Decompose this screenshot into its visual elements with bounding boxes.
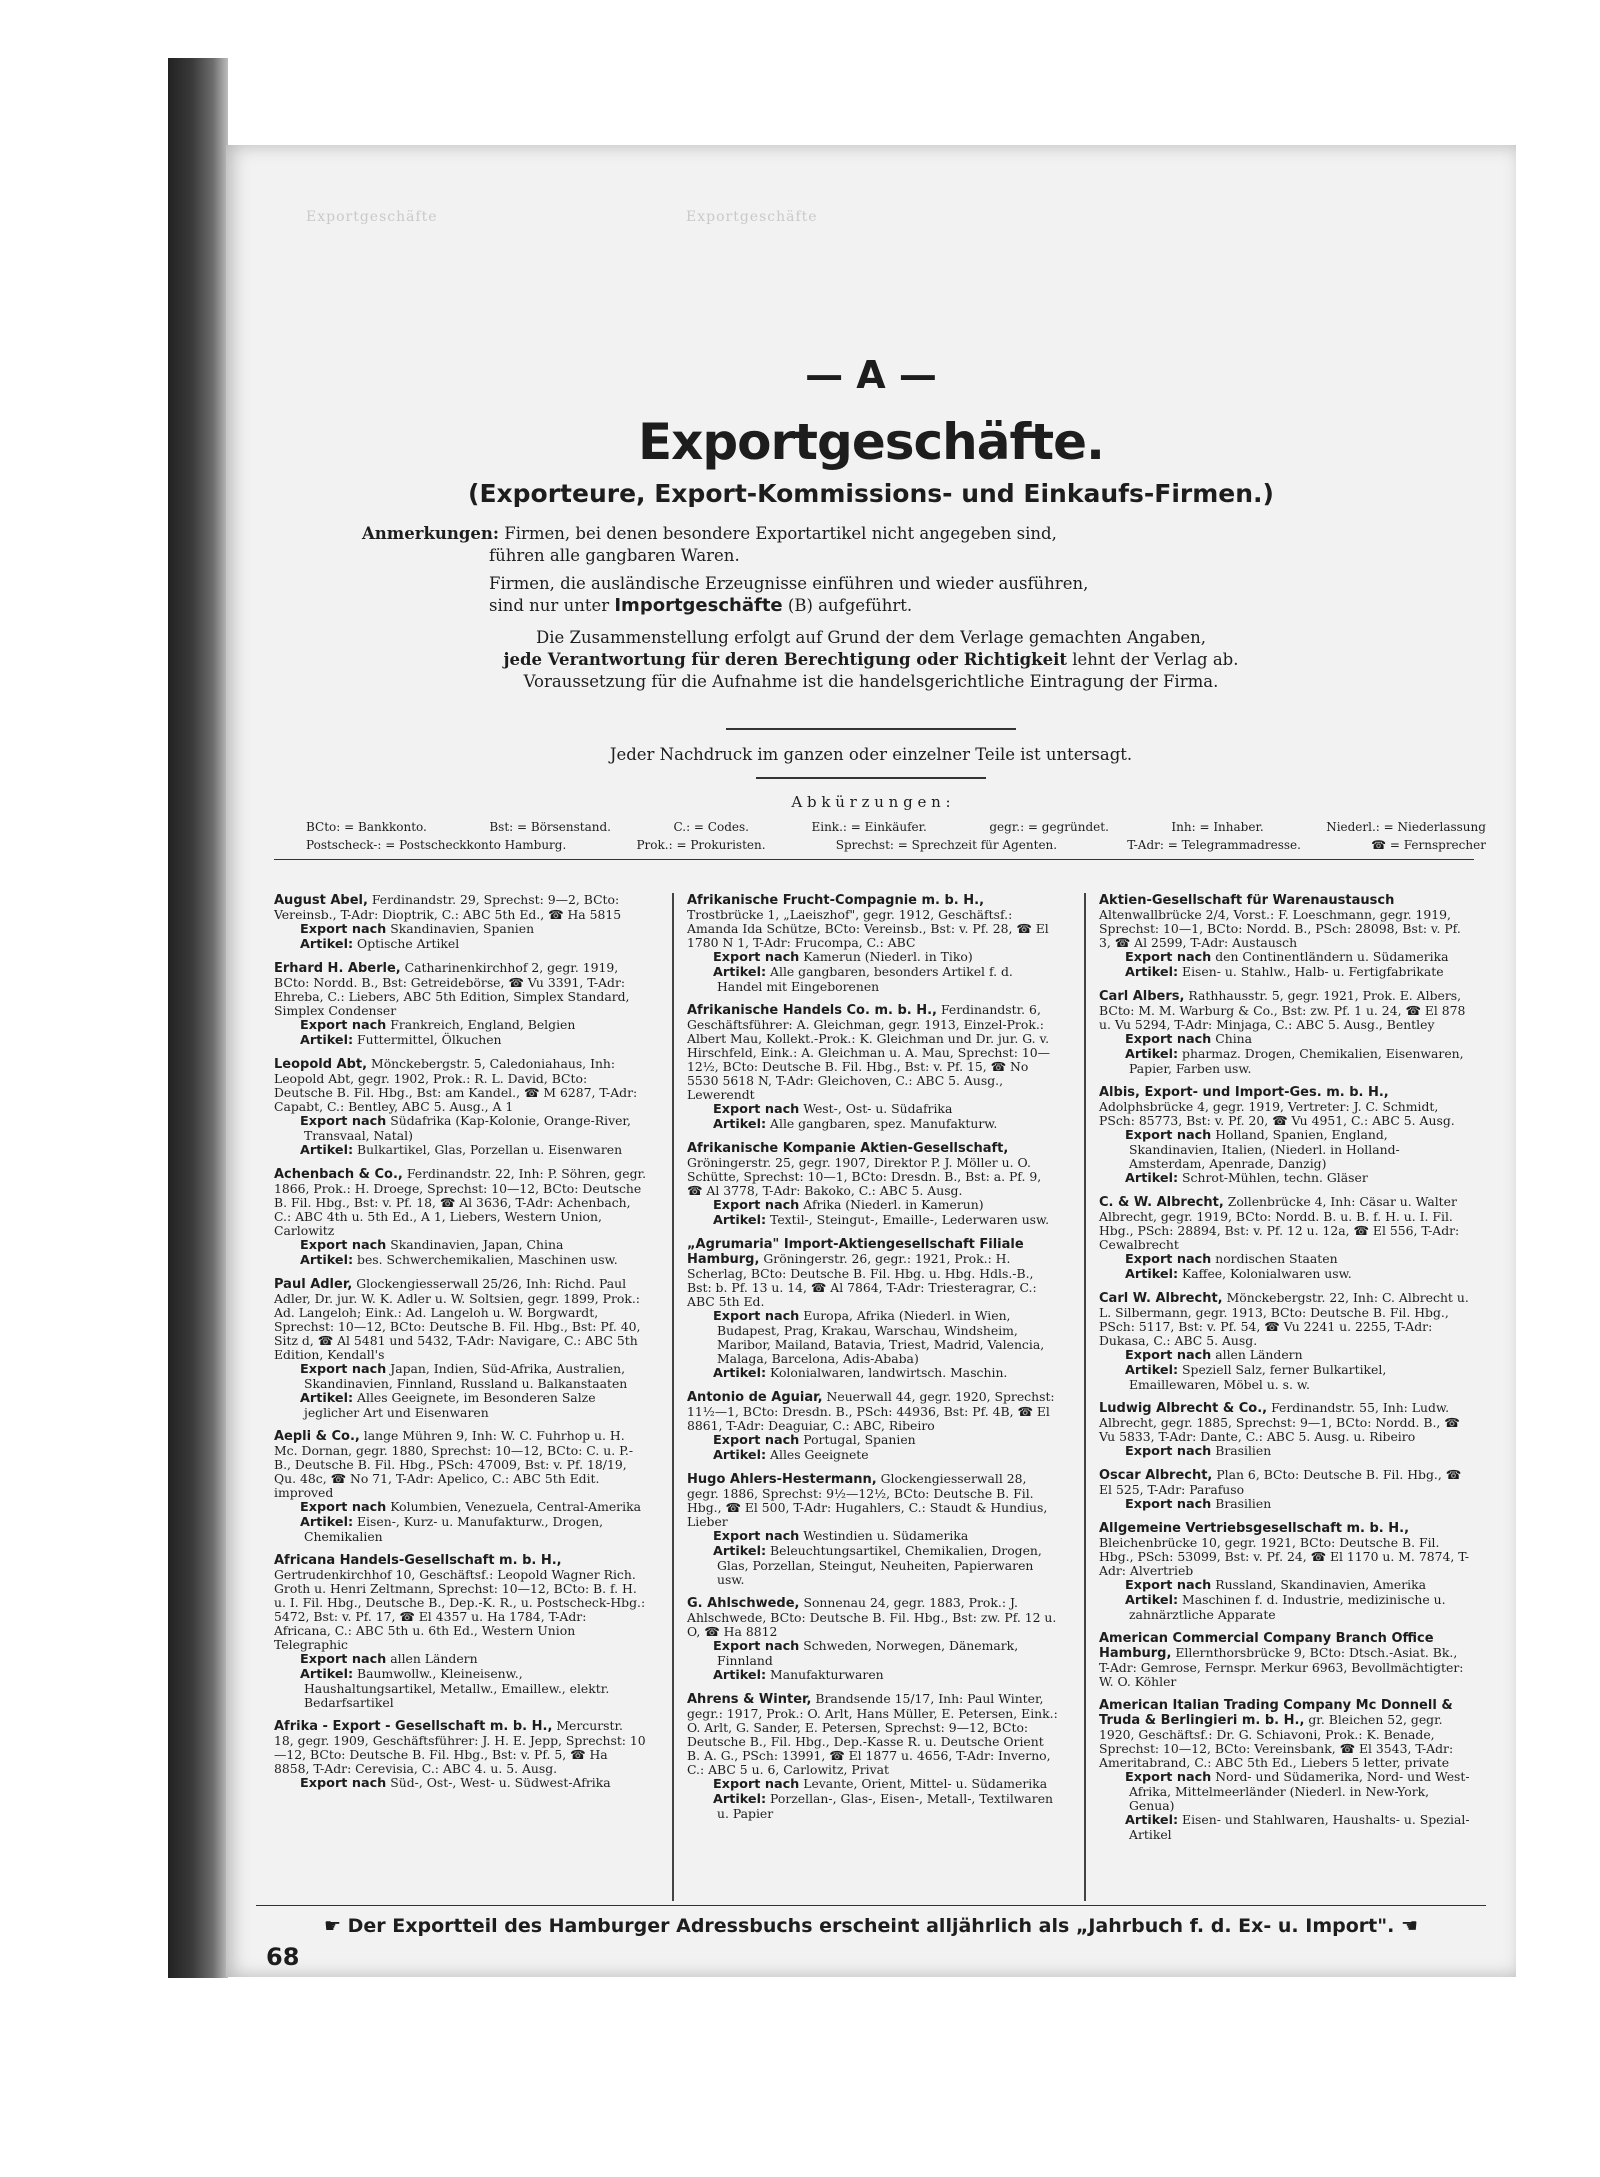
firm-name: Achenbach & Co., bbox=[274, 1167, 403, 1182]
entry-header bbox=[274, 1277, 646, 1362]
directory-entry bbox=[687, 1003, 1059, 1132]
entry-line-text: Afrika (Niederl. in Kamerun) bbox=[803, 1197, 984, 1212]
directory-entry bbox=[687, 1390, 1059, 1463]
entry-header bbox=[274, 1553, 646, 1652]
entry-line bbox=[274, 1253, 646, 1268]
firm-details: Zollenbrücke 4, Inh: Cäsar u. Walter Albrecht, gegr. 1919, BCto: Nordd. B. u. B. f. H. u. I. Fil. Hbg., PSch: 28894, Bst: v. Pf. 12 u. 12a, ☎ El 556, T-Adr: Cewalbrecht bbox=[1099, 1194, 1460, 1252]
entry-line-text: Skandinavien, Spanien bbox=[390, 921, 535, 936]
entry-line bbox=[687, 1198, 1059, 1213]
firm-name: Hugo Ahlers-Hestermann, bbox=[687, 1472, 877, 1487]
entry-line-text: Portugal, Spanien bbox=[803, 1432, 916, 1447]
entry-line-label: Artikel: bbox=[1125, 1047, 1179, 1062]
firm-name: „Agrumaria" Import-Aktiengesellschaft Filiale Hamburg, bbox=[687, 1237, 1024, 1267]
firm-name: G. Ahlschwede, bbox=[687, 1596, 800, 1611]
entry-line bbox=[687, 1433, 1059, 1448]
running-head-left: Exportgeschäfte bbox=[306, 209, 438, 225]
abbr-row-2: Postscheck-: = Postscheckkonto Hamburg. Prok.: = Prokuristen. Sprechst: = Sprechzeit für Agenten. T-Adr: = Telegrammadresse. ☎ = Fernsprecher bbox=[306, 838, 1486, 852]
section-letter: — A — bbox=[805, 353, 937, 397]
entry-header bbox=[1099, 1195, 1471, 1252]
entry-line-text: Maschinen f. d. Industrie, medizinische u. zahnärztliche Apparate bbox=[1129, 1592, 1446, 1622]
entry-line bbox=[687, 1309, 1059, 1366]
directory-entry bbox=[687, 1141, 1059, 1228]
firm-details: Ferdinandstr. 22, Inh: P. Söhren, gegr. 1866, Prok.: H. Droege, Sprechst: 10—12, BCto: Deutsche B. Fil. Hbg., Bst: v. Pf. 18, ☎ Al 3636, T-Adr: Achenbach, C.: ABC 4th u. 5th Ed., A 1, Liebers, Western Union, Carlowitz bbox=[274, 1166, 647, 1238]
entry-line bbox=[687, 1639, 1059, 1668]
directory-entry bbox=[1099, 1291, 1471, 1392]
notes-label: Anmerkungen: bbox=[362, 524, 499, 543]
divider-top bbox=[726, 728, 1016, 730]
entry-line-text: Skandinavien, Japan, China bbox=[390, 1237, 564, 1252]
entry-line-label: Artikel: bbox=[713, 1213, 767, 1228]
entry-line-label: Artikel: bbox=[713, 965, 767, 980]
entry-line-label: Export nach bbox=[300, 1652, 387, 1667]
entry-line-label: Export nach bbox=[713, 1198, 800, 1213]
entry-line bbox=[1099, 1578, 1471, 1593]
directory-entry bbox=[274, 1719, 646, 1791]
firm-details: Altenwallbrücke 2/4, Vorst.: F. Loeschmann, gegr. 1919, Sprechst: 10—1, BCto: Nordd. B., PSch: 28098, Bst: v. Pf. 3, ☎ Al 2599, T-Adr: Austausch bbox=[1099, 907, 1461, 950]
entry-line-label: Artikel: bbox=[300, 1033, 354, 1048]
disclaimer-line3: Voraussetzung für die Aufnahme ist die handelsgerichtliche Eintragung der Firma. bbox=[523, 672, 1219, 691]
entry-line-label: Export nach bbox=[300, 1500, 387, 1515]
entry-line bbox=[687, 1102, 1059, 1117]
entry-header bbox=[274, 1167, 646, 1238]
entry-line-label: Export nach bbox=[300, 1018, 387, 1033]
firm-name: C. & W. Albrecht, bbox=[1099, 1195, 1224, 1210]
entry-line-text: Eisen- u. Stahlw., Halb- u. Fertigfabrikate bbox=[1182, 964, 1444, 979]
entry-line-label: Artikel: bbox=[300, 1391, 354, 1406]
entry-line-label: Artikel: bbox=[1125, 1171, 1179, 1186]
nachdruck-notice: Jeder Nachdruck im ganzen oder einzelner Teile ist untersagt. bbox=[609, 745, 1133, 764]
entry-line-text: allen Ländern bbox=[390, 1651, 478, 1666]
entry-header bbox=[1099, 1401, 1471, 1444]
entry-line-label: Artikel: bbox=[300, 1143, 354, 1158]
firm-name: Afrika - Export - Gesellschaft m. b. H., bbox=[274, 1719, 553, 1734]
page bbox=[226, 145, 1516, 1977]
pointing-hand-icon: ☛ bbox=[323, 1915, 341, 1937]
abbr-title: A b k ü r z u n g e n : bbox=[791, 793, 951, 811]
entry-line-label: Export nach bbox=[713, 1309, 800, 1324]
entry-line bbox=[1099, 1171, 1471, 1186]
entry-line bbox=[1099, 1770, 1471, 1813]
entry-line bbox=[274, 1391, 646, 1420]
directory-entry bbox=[1099, 1631, 1471, 1689]
firm-name: Afrikanische Handels Co. m. b. H., bbox=[687, 1003, 937, 1018]
entry-header bbox=[274, 1429, 646, 1500]
entry-line-text: Alle gangbaren, spez. Manufakturw. bbox=[770, 1116, 998, 1131]
firm-name: Aktien-Gesellschaft für Warenaustausch bbox=[1099, 893, 1395, 908]
entry-line-label: Artikel: bbox=[713, 1366, 767, 1381]
entry-line bbox=[1099, 1813, 1471, 1842]
notes-line-1 bbox=[362, 523, 1057, 544]
firm-details: Sonnenau 24, gegr. 1883, Prok.: J. Ahlschwede, BCto: Deutsche B. Fil. Hbg., Bst: zw. Pf. 12 u. O, ☎ Ha 8812 bbox=[687, 1595, 1057, 1639]
firm-details: Brandsende 15/17, Inh: Paul Winter, gegr.: 1917, Prok.: O. Arlt, Hans Müller, E. Petersen, Eink.: O. Arlt, G. Sander, E. Petersen, Sprechst: 9—12, BCto: Deutsche B., Fil. Hbg., Dep.-Kasse R. u. Deutsche Orient B. A. G., PSch: 13991, ☎ El 1877 u. 4656, T-Adr: Inverno, C.: ABC 5 u. 6, Carlowitz, Privat bbox=[687, 1691, 1058, 1777]
entry-header bbox=[1099, 893, 1471, 950]
entry-line bbox=[274, 1667, 646, 1710]
entry-line-label: Export nach bbox=[1125, 1252, 1212, 1267]
entry-line-label: Export nach bbox=[1125, 950, 1212, 965]
divider-bottom bbox=[756, 777, 986, 779]
entry-line-label: Export nach bbox=[713, 1433, 800, 1448]
directory-entry bbox=[687, 1596, 1059, 1683]
entry-line-text: Levante, Orient, Mittel- u. Südamerika bbox=[803, 1776, 1048, 1791]
entry-line-label: Artikel: bbox=[713, 1544, 767, 1559]
entry-line-text: Holland, Spanien, England, Skandinavien, Italien, (Niederl. in Holland-Amsterdam, Apenrade, Danzig) bbox=[1129, 1127, 1400, 1171]
entry-line bbox=[274, 922, 646, 937]
entry-line bbox=[274, 1515, 646, 1544]
entry-line-text: Alles Geeignete, im Besonderen Salze jeglicher Art und Eisenwaren bbox=[304, 1390, 596, 1420]
entry-line bbox=[687, 950, 1059, 965]
entry-line-text: Kamerun (Niederl. in Tiko) bbox=[803, 949, 973, 964]
entry-header bbox=[1099, 1085, 1471, 1128]
entry-line-text: Bulkartikel, Glas, Porzellan u. Eisenwaren bbox=[357, 1142, 623, 1157]
entry-line bbox=[687, 965, 1059, 994]
entry-line-text: Eisen- und Stahlwaren, Haushalts- u. Spezial-Artikel bbox=[1129, 1812, 1470, 1842]
entry-line bbox=[274, 1238, 646, 1253]
entry-line-label: Artikel: bbox=[1125, 965, 1179, 980]
entry-line-label: Export nach bbox=[1125, 1497, 1212, 1512]
entry-line-label: Artikel: bbox=[713, 1792, 767, 1807]
entry-header bbox=[687, 1472, 1059, 1529]
column-divider-1 bbox=[672, 893, 674, 1901]
firm-name: Carl Albers, bbox=[1099, 989, 1185, 1004]
entry-line-text: Westindien u. Südamerika bbox=[803, 1528, 969, 1543]
entry-header bbox=[1099, 1468, 1471, 1497]
page-number: 68 bbox=[266, 1943, 300, 1971]
directory-entry bbox=[274, 1167, 646, 1268]
entry-line bbox=[274, 1033, 646, 1048]
firm-details: Gröningerstr. 25, gegr. 1907, Direktor P. J. Möller u. O. Schütte, Sprechst: 10—1, BCto: Dresdn. B., Bst: a. Pf. 9, ☎ Al 3778, T-Adr: Bakoko, C.: ABC 5. Ausg. bbox=[687, 1155, 1042, 1198]
entry-header bbox=[687, 1003, 1059, 1102]
entry-line-text: den Continentländern u. Südamerika bbox=[1215, 949, 1449, 964]
entry-line bbox=[687, 1117, 1059, 1132]
entry-line-label: Export nach bbox=[1125, 1128, 1212, 1143]
directory-entry bbox=[687, 1472, 1059, 1587]
entry-line bbox=[1099, 1252, 1471, 1267]
entry-header bbox=[1099, 1698, 1471, 1770]
entry-line-label: Export nach bbox=[713, 1639, 800, 1654]
firm-name: Oscar Albrecht, bbox=[1099, 1468, 1213, 1483]
entry-line bbox=[1099, 1128, 1471, 1171]
directory-entry bbox=[274, 1277, 646, 1420]
entry-line bbox=[1099, 1348, 1471, 1363]
firm-name: American Italian Trading Company Mc Donnell & Truda & Berlingieri m. b. H., bbox=[1099, 1698, 1453, 1728]
directory-entry bbox=[687, 1692, 1059, 1821]
entry-line-label: Artikel: bbox=[300, 1253, 354, 1268]
firm-name: Allgemeine Vertriebsgesellschaft m. b. H., bbox=[1099, 1521, 1410, 1536]
entry-line bbox=[687, 1213, 1059, 1228]
entry-line-text: Schweden, Norwegen, Dänemark, Finnland bbox=[717, 1638, 1019, 1668]
firm-details: Rathhausstr. 5, gegr. 1921, Prok. E. Albers, BCto: M. M. Warburg & Co., Bst: zw. Pf. 1 u. 24, ☎ El 878 u. Vu 5294, T-Adr: Minjaga, C.: ABC 5. Ausg., Bentley bbox=[1099, 988, 1466, 1032]
directory-entry bbox=[274, 1553, 646, 1710]
firm-name: Antonio de Aguiar, bbox=[687, 1390, 823, 1405]
firm-name: Afrikanische Kompanie Aktien-Gesellschaft, bbox=[687, 1141, 1009, 1156]
entry-line-label: Export nach bbox=[1125, 1770, 1212, 1785]
firm-name: Afrikanische Frucht-Compagnie m. b. H., bbox=[687, 893, 985, 908]
entry-line-label: Export nach bbox=[300, 1238, 387, 1253]
entry-line-text: Brasilien bbox=[1215, 1496, 1272, 1511]
entry-header bbox=[1099, 1291, 1471, 1348]
entry-line-text: Kolumbien, Venezuela, Central-Amerika bbox=[390, 1499, 641, 1514]
entry-line-label: Export nach bbox=[713, 1102, 800, 1117]
entry-line-text: Alle gangbaren, besonders Artikel f. d. Handel mit Eingeborenen bbox=[717, 964, 1013, 994]
entry-line bbox=[1099, 950, 1471, 965]
entry-header bbox=[274, 1719, 646, 1776]
firm-name: American Commercial Company Branch Office Hamburg, bbox=[1099, 1631, 1434, 1661]
firm-details: Ellernthorsbrücke 9, BCto: Dtsch.-Asiat. Bk., T-Adr: Gemrose, Fernspr. Merkur 6963, Bevollmächtigter: W. O. Köhler bbox=[1099, 1645, 1464, 1689]
entry-header bbox=[1099, 989, 1471, 1032]
firm-name: Africana Handels-Gesellschaft m. b. H., bbox=[274, 1553, 562, 1568]
directory-entry bbox=[1099, 1521, 1471, 1622]
entry-header bbox=[274, 961, 646, 1018]
firm-details: Trostbrücke 1, „Laeiszhof", gegr. 1912, Geschäftsf.: Amanda Ida Schütze, BCto: Vereinsb., Bst: v. Pf. 28, ☎ El 1780 N 1, T-Adr: Frucompa, C.: ABC bbox=[687, 907, 1049, 950]
directory-column-1 bbox=[274, 893, 646, 1800]
firm-name: Ahrens & Winter, bbox=[687, 1692, 812, 1707]
entry-header bbox=[687, 1141, 1059, 1198]
firm-name: Ludwig Albrecht & Co., bbox=[1099, 1401, 1268, 1416]
directory-entry bbox=[1099, 1085, 1471, 1186]
abbr-divider bbox=[274, 859, 1474, 860]
entry-line-text: Europa, Afrika (Niederl. in Wien, Budapest, Prag, Krakau, Warschau, Windsheim, Maribor, Mailand, Batavia, Triest, Madrid, Valencia, Malaga, Barcelona, Adis-Ababa) bbox=[717, 1308, 1045, 1366]
entry-line bbox=[274, 937, 646, 952]
firm-name: Carl W. Albrecht, bbox=[1099, 1291, 1223, 1306]
disclaimer-line2: jede Verantwortung für deren Berechtigung oder Richtigkeit lehnt der Verlag ab. bbox=[503, 650, 1239, 669]
entry-line bbox=[274, 1776, 646, 1791]
entry-line-text: West-, Ost- u. Südafrika bbox=[803, 1101, 953, 1116]
firm-name: Leopold Abt, bbox=[274, 1057, 368, 1072]
notes-anm-line1: Firmen, bei denen besondere Exportartikel nicht angegeben sind, bbox=[504, 524, 1057, 543]
directory-entry bbox=[1099, 893, 1471, 980]
entry-line-text: Eisen-, Kurz- u. Manufakturw., Drogen, Chemikalien bbox=[304, 1514, 604, 1544]
directory-entry bbox=[274, 961, 646, 1048]
firm-details: Neuerwall 44, gegr. 1920, Sprechst: 11½—1, BCto: Dresdn. B., PSch: 44936, Bst: Pf. 4B, ☎ El 8861, T-Adr: Deaguiar, C.: ABC, Ribeiro bbox=[687, 1389, 1055, 1433]
firm-details: Catharinenkirchhof 2, gegr. 1919, BCto: Nordd. B., Bst: Getreidebörse, ☎ Vu 3391, T-Adr: Ehreba, C.: Liebers, ABC 5th Edition, Simplex Standard, Simplex Condenser bbox=[274, 960, 630, 1018]
entry-header bbox=[687, 1237, 1059, 1309]
entry-line-label: Export nach bbox=[1125, 1032, 1212, 1047]
entry-line-label: Export nach bbox=[713, 950, 800, 965]
entry-header bbox=[687, 1596, 1059, 1639]
entry-line-label: Export nach bbox=[1125, 1348, 1212, 1363]
entry-line-text: Frankreich, England, Belgien bbox=[390, 1017, 576, 1032]
entry-line-text: Beleuchtungsartikel, Chemikalien, Drogen, Glas, Porzellan, Steingut, Neuheiten, Papierwaren usw. bbox=[717, 1543, 1042, 1587]
directory-entry bbox=[274, 1057, 646, 1158]
entry-line-text: allen Ländern bbox=[1215, 1347, 1303, 1362]
entry-line-label: Artikel: bbox=[300, 1515, 354, 1530]
entry-line-text: Südafrika (Kap-Kolonie, Orange-River, Transvaal, Natal) bbox=[304, 1113, 631, 1143]
firm-details: Gröningerstr. 26, gegr.: 1921, Prok.: H. Scherlag, BCto: Deutsche B. Fil. Hbg. u. Hbg. Hdls.-B., Bst: b. Pf. 13 u. 14, ☎ Al 7864, T-Adr: Triesteragrar, C.: ABC 5th Ed. bbox=[687, 1251, 1037, 1309]
entry-line bbox=[687, 1668, 1059, 1683]
notes-anm-line2: führen alle gangbaren Waren. bbox=[489, 546, 740, 565]
entry-line-label: Export nach bbox=[300, 1362, 387, 1377]
firm-details: Adolphsbrücke 4, gegr. 1919, Vertreter: J. C. Schmidt, PSch: 85773, Bst: v. Pf. 20, ☎ Vu 4951, C.: ABC 5. Ausg. bbox=[1099, 1099, 1455, 1128]
entry-line bbox=[1099, 1444, 1471, 1459]
entry-line bbox=[274, 1114, 646, 1143]
entry-header bbox=[274, 893, 646, 922]
firm-details: Mercurstr. 18, gegr. 1909, Geschäftsführer: J. H. E. Jepp, Sprechst: 10—12, BCto: Deutsche B. Fil. Hbg., Bst: v. Pf. 5, ☎ Ha 8858, T-Adr: Cerevisia, C.: ABC 4. u. 5. Ausg. bbox=[274, 1718, 646, 1776]
notes-imp-line1: Firmen, die ausländische Erzeugnisse einführen und wieder ausführen, bbox=[489, 574, 1089, 593]
entry-line-text: Alles Geeignete bbox=[770, 1447, 869, 1462]
importgeschaefte-ref: Importgeschäfte bbox=[614, 595, 783, 616]
entry-line-text: Süd-, Ost-, West- u. Südwest-Afrika bbox=[390, 1775, 611, 1790]
firm-details: gr. Bleichen 52, gegr. 1920, Geschäftsf.: Dr. G. Schiavoni, Prok.: K. Benade, Sprechst: 10—12, BCto: Vereinsbank, ☎ El 3543, T-Adr: Ameritabrand, C.: ABC 5th Ed., Liebers 5 letter, private bbox=[1099, 1712, 1454, 1770]
entry-line bbox=[274, 1500, 646, 1515]
entry-line-label: Export nach bbox=[300, 1114, 387, 1129]
entry-line-text: Japan, Indien, Süd-Afrika, Australien, Skandinavien, Finnland, Russland u. Balkanstaaten bbox=[304, 1361, 628, 1391]
entry-line-label: Artikel: bbox=[1125, 1267, 1179, 1282]
entry-header bbox=[274, 1057, 646, 1114]
entry-line-text: Speziell Salz, ferner Bulkartikel, Emaillewaren, Möbel u. s. w. bbox=[1129, 1362, 1387, 1392]
entry-line-text: China bbox=[1215, 1031, 1253, 1046]
section-subtitle: (Exporteure, Export-Kommissions- und Einkaufs-Firmen.) bbox=[468, 479, 1274, 508]
entry-line-text: Textil-, Steingut-, Emaille-, Lederwaren usw. bbox=[770, 1212, 1050, 1227]
firm-details: Gertrudenkirchhof 10, Geschäftsf.: Leopold Wagner Rich. Groth u. Henri Zeltmann, Sprechst: 10—12, BCto: B. f. H. u. I. Fil. Hbg., Deutsche B., Dep.-K. R., u. Postscheck-Hbg.: 5472, Bst: v. Pf. 17, ☎ El 4357 u. Ha 1784, T-Adr: Africana, C.: ABC 5th u. 6th Ed., Western Union Telegraphic bbox=[274, 1567, 646, 1652]
section-title: Exportgeschäfte. bbox=[637, 413, 1105, 471]
entry-line-label: Export nach bbox=[300, 1776, 387, 1791]
entry-line bbox=[687, 1777, 1059, 1792]
firm-details: lange Mühren 9, Inh: W. C. Fuhrhop u. H. Mc. Dornan, gegr. 1880, Sprechst: 10—12, BCto: C. u. P.-B., Deutsche B. Fil. Hbg., PSch: 47009, Bst: v. Pf. 18/19, Qu. 48c, ☎ No 71, T-Adr: Apelico, C.: ABC 5th Edit. improved bbox=[274, 1428, 634, 1500]
disclaimer-line1: Die Zusammenstellung erfolgt auf Grund der dem Verlage gemachten Angaben, bbox=[536, 628, 1206, 647]
entry-line bbox=[687, 1544, 1059, 1587]
entry-line-text: bes. Schwerchemikalien, Maschinen usw. bbox=[357, 1252, 618, 1267]
firm-name: Aepli & Co., bbox=[274, 1429, 360, 1444]
entry-line bbox=[687, 1529, 1059, 1544]
entry-line bbox=[687, 1366, 1059, 1381]
entry-line-text: Nord- und Südamerika, Nord- und West-Afrika, Mittelmeerländer (Niederl. in New-York, Genua) bbox=[1129, 1769, 1470, 1813]
directory-entry bbox=[1099, 1468, 1471, 1512]
entry-line-label: Export nach bbox=[713, 1529, 800, 1544]
pointing-hand-icon-right: ☚ bbox=[1401, 1915, 1419, 1937]
entry-line-text: Manufakturwaren bbox=[770, 1667, 884, 1682]
entry-line-label: Artikel: bbox=[1125, 1363, 1179, 1378]
entry-line-label: Export nach bbox=[1125, 1444, 1212, 1459]
entry-line bbox=[274, 1018, 646, 1033]
firm-details: Ferdinandstr. 6, Geschäftsführer: A. Gleichman, gegr. 1913, Einzel-Prok.: Albert Mau, Kollekt.-Prok.: K. Gleichman und Dr. jur. G. v. Hirschfeld, Eink.: A. Gleichman u. A. Mau, Sprechst: 10—12½, BCto: Deutsche B. Fil. Hbg., Bst: v. Pf. 15, ☎ No 5530 5618 N, T-Adr: Gleichoven, C.: ABC 5. Ausg., Lewerendt bbox=[687, 1002, 1050, 1102]
notes-imp-line2: sind nur unter Importgeschäfte (B) aufgeführt. bbox=[489, 595, 913, 616]
entry-line bbox=[687, 1448, 1059, 1463]
entry-line bbox=[1099, 965, 1471, 980]
entry-header bbox=[687, 1692, 1059, 1777]
entry-line bbox=[274, 1652, 646, 1667]
directory-entry bbox=[1099, 1195, 1471, 1282]
entry-line-label: Artikel: bbox=[300, 1667, 354, 1682]
directory-entry bbox=[274, 893, 646, 952]
entry-line-text: Schrot-Mühlen, techn. Gläser bbox=[1182, 1170, 1368, 1185]
firm-details: Ferdinandstr. 55, Inh: Ludw. Albrecht, gegr. 1885, Sprechst: 9—1, BCto: Nordd. B., ☎ Vu 5833, T-Adr: Dante, C.: ABC 5. Ausg. u. Ribeiro bbox=[1099, 1400, 1460, 1444]
entry-header bbox=[687, 1390, 1059, 1433]
directory-entry bbox=[1099, 989, 1471, 1076]
firm-name: August Abel, bbox=[274, 893, 368, 908]
entry-line-text: Brasilien bbox=[1215, 1443, 1272, 1458]
entry-line-label: Artikel: bbox=[713, 1117, 767, 1132]
entry-line-label: Artikel: bbox=[1125, 1813, 1179, 1828]
book-spine bbox=[168, 58, 228, 1978]
footer-note: ☛ Der Exportteil des Hamburger Adressbuchs erscheint alljährlich als „Jahrbuch f. d. Ex- u. Import". ☚ bbox=[323, 1915, 1419, 1937]
entry-line-text: Porzellan-, Glas-, Eisen-, Metall-, Textilwaren u. Papier bbox=[717, 1791, 1054, 1821]
entry-header bbox=[1099, 1631, 1471, 1689]
entry-line bbox=[1099, 1047, 1471, 1076]
entry-line-text: Optische Artikel bbox=[357, 936, 460, 951]
entry-line-text: Russland, Skandinavien, Amerika bbox=[1215, 1577, 1426, 1592]
directory-column-2 bbox=[687, 893, 1059, 1830]
entry-line-text: Kaffee, Kolonialwaren usw. bbox=[1182, 1266, 1352, 1281]
entry-line-label: Artikel: bbox=[1125, 1593, 1179, 1608]
entry-line-label: Export nach bbox=[713, 1777, 800, 1792]
firm-details: Ferdinandstr. 29, Sprechst: 9—2, BCto: Vereinsb., T-Adr: Dioptrik, C.: ABC 5th Ed., ☎ Ha 5815 bbox=[274, 892, 622, 922]
entry-line-text: nordischen Staaten bbox=[1215, 1251, 1338, 1266]
entry-line bbox=[1099, 1032, 1471, 1047]
firm-details: Mönckebergstr. 5, Caledoniahaus, Inh: Leopold Abt, gegr. 1902, Prok.: R. L. David, BCto: Deutsche B. Fil. Hbg., Bst: am Kandel., ☎ M 6287, T-Adr: Capabt, C.: Bentley, ABC 5. Ausg., A 1 bbox=[274, 1056, 638, 1114]
entry-line bbox=[274, 1143, 646, 1158]
firm-details: Glockengiesserwall 28, gegr. 1886, Sprechst: 9½—12½, BCto: Deutsche B. Fil. Hbg., ☎ El 500, T-Adr: Hugahlers, C.: Staudt & Hundius, Lieber bbox=[687, 1471, 1048, 1529]
firm-details: Bleichenbrücke 10, gegr. 1921, BCto: Deutsche B. Fil. Hbg., PSch: 53099, Bst: v. Pf. 24, ☎ El 1170 u. M. 7874, T-Adr: Alvertrieb bbox=[1099, 1535, 1470, 1578]
abbr-row-1: BCto: = Bankkonto. Bst: = Börsenstand. C.: = Codes. Eink.: = Einkäufer. gegr.: = gegründet. Inh: = Inhaber. Niederl.: = Niederlassung bbox=[306, 820, 1486, 834]
footer-rule bbox=[256, 1905, 1486, 1906]
directory-column-3 bbox=[1099, 893, 1471, 1851]
firm-details: Glockengiesserwall 25/26, Inh: Richd. Paul Adler, Dr. jur. W. K. Adler u. W. Soltsien, gegr. 1899, Prok.: Ad. Langeloh; Eink.: Ad. Langeloh u. W. Borgwardt, Sprechst: 10—12, BCto: Deutsche B. Fil. Hbg., Bst: Pf. 40, Sitz d, ☎ Al 5481 und 5432, T-Adr: Navigare, C.: ABC 5th Edition, Kendall's bbox=[274, 1276, 641, 1362]
entry-line-text: Futtermittel, Ölkuchen bbox=[357, 1032, 502, 1047]
directory-entry bbox=[687, 893, 1059, 994]
entry-line-label: Export nach bbox=[1125, 1578, 1212, 1593]
firm-name: Erhard H. Aberle, bbox=[274, 961, 401, 976]
entry-line-text: Baumwollw., Kleineisenw., Haushaltungsartikel, Metallw., Emaillew., elektr. Bedarfsartikel bbox=[304, 1666, 610, 1710]
firm-name: Paul Adler, bbox=[274, 1277, 353, 1292]
running-head-right: Exportgeschäfte bbox=[686, 209, 818, 225]
entry-line-text: pharmaz. Drogen, Chemikalien, Eisenwaren, Papier, Farben usw. bbox=[1129, 1046, 1464, 1076]
directory-entry bbox=[1099, 1401, 1471, 1459]
entry-line bbox=[1099, 1267, 1471, 1282]
directory-entry bbox=[687, 1237, 1059, 1381]
firm-details: Plan 6, BCto: Deutsche B. Fil. Hbg., ☎ El 525, T-Adr: Parafuso bbox=[1099, 1467, 1462, 1497]
directory-entry bbox=[274, 1429, 646, 1544]
entry-line bbox=[1099, 1363, 1471, 1392]
firm-details: Mönckebergstr. 22, Inh: C. Albrecht u. L. Silbermann, gegr. 1913, BCto: Deutsche B. Fil. Hbg., PSch: 5117, Bst: v. Pf. 54, ☎ Vu 2241 u. 2255, T-Adr: Dukasa, C.: ABC 5. Ausg. bbox=[1099, 1290, 1469, 1348]
directory-entry bbox=[1099, 1698, 1471, 1842]
entry-line-label: Artikel: bbox=[300, 937, 354, 952]
entry-line-text: Kolonialwaren, landwirtsch. Maschin. bbox=[770, 1365, 1008, 1380]
firm-name: Albis, Export- und Import-Ges. m. b. H., bbox=[1099, 1085, 1389, 1100]
entry-line-label: Artikel: bbox=[713, 1668, 767, 1683]
entry-line bbox=[1099, 1497, 1471, 1512]
entry-line-label: Artikel: bbox=[713, 1448, 767, 1463]
entry-header bbox=[687, 893, 1059, 950]
entry-line bbox=[687, 1792, 1059, 1821]
entry-header bbox=[1099, 1521, 1471, 1578]
entry-line-label: Export nach bbox=[300, 922, 387, 937]
entry-line bbox=[1099, 1593, 1471, 1622]
entry-line bbox=[274, 1362, 646, 1391]
column-divider-2 bbox=[1084, 893, 1086, 1901]
